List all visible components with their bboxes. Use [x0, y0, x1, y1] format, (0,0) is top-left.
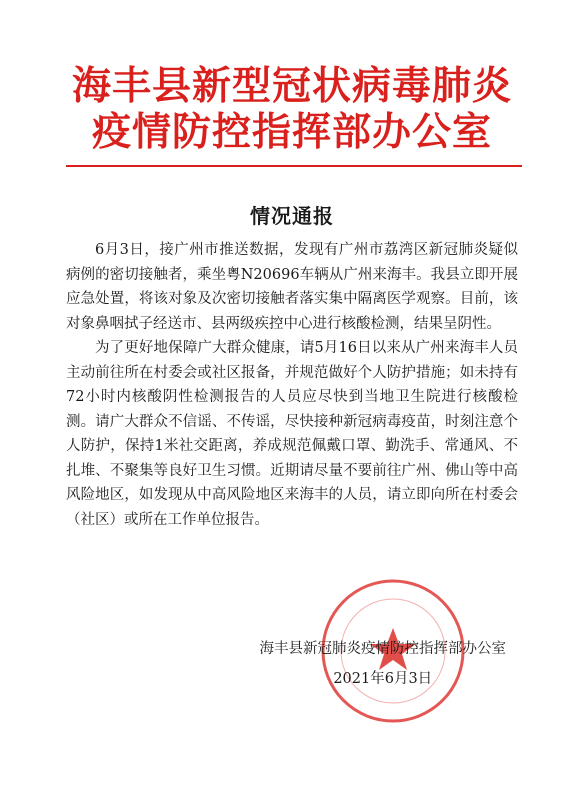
document-body: [66, 238, 518, 532]
body-paragraph-1: 6月3日，接广州市推送数据，发现有广州市荔湾区新冠肺炎疑似病例的密切接触者，乘坐粤N20696车辆从广州来海丰。我县立即开展应急处置，将该对象及次密切接触者落实集中隔离医学观察。目前，该对象鼻咽拭子经送市、县两级疾控中心进行核酸检测，结果呈阴性。: [66, 242, 518, 332]
body-paragraph-2: 为了更好地保障广大群众健康，请5月16日以来从广州来海丰人员主动前往所在村委会或社区报备，并规范做好个人防护措施；如未持有72小时内核酸阴性检测报告的人员应尽快到当地卫生院进行核酸检测。请广大群众不信谣、不传谣，尽快接种新冠病毒疫苗，时刻注意个人防护，保持1米社交距离，养成规范佩戴口罩、勤洗手、常通风、不扎堆、不聚集等良好卫生习惯。近期请尽量不要前往广州、佛山等中高风险地区，如发现从中高风险地区来海丰的人员，请立即向所在村委会（社区）或所在工作单位报告。: [66, 340, 518, 528]
header-line-2: 疫情防控指挥部办公室: [91, 110, 492, 155]
signature-org: 海丰县新冠肺炎疫情防控指挥部办公室: [259, 641, 506, 657]
header-line-1: 海丰县新型冠状病毒肺炎: [71, 64, 512, 109]
signature-block: [260, 634, 507, 694]
document-title: 情况通报: [250, 204, 334, 228]
signature-date: 2021年6月3日: [333, 671, 433, 687]
red-divider: [66, 165, 522, 167]
document-header: [0, 64, 584, 156]
